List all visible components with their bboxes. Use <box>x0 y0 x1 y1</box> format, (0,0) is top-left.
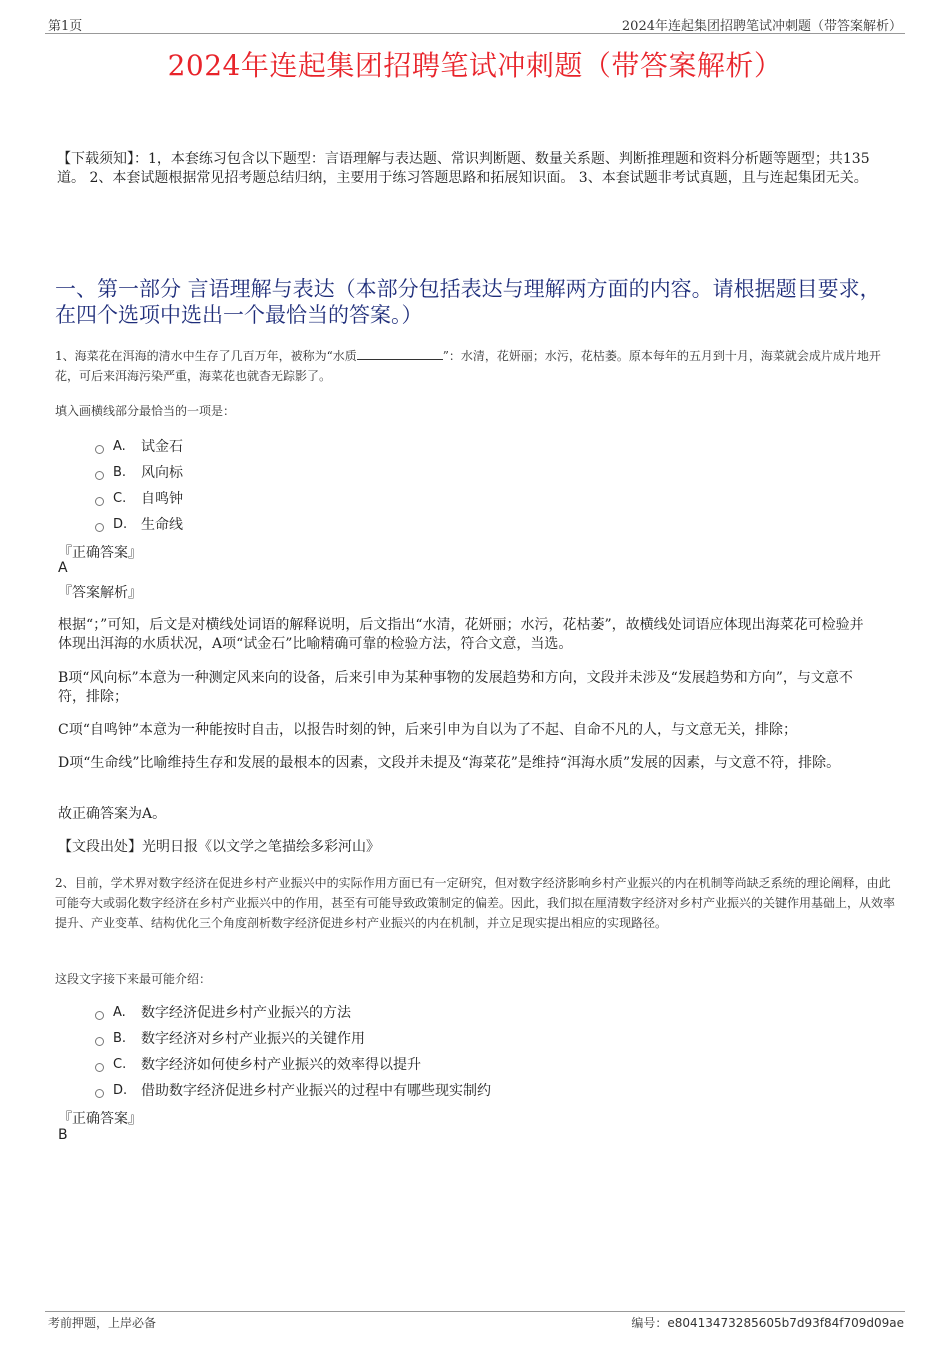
footer-slogan: 考前押题，上岸必备 <box>48 1316 157 1330</box>
option-d[interactable] <box>95 1077 491 1103</box>
question-2-prompt: 这段文字接下来最可能介绍： <box>55 972 212 986</box>
correct-answer-value: B <box>58 1127 68 1143</box>
footer-code <box>631 1314 904 1331</box>
header-doc-title: 2024年连起集团招聘笔试冲刺题（带答案解析） <box>621 19 902 34</box>
radio-icon[interactable] <box>95 445 104 454</box>
correct-answer-label: 『正确答案』 <box>58 1111 142 1127</box>
question-1-options <box>95 433 183 537</box>
option-text: 数字经济如何使乡村产业振兴的效率得以提升 <box>141 1057 421 1073</box>
radio-icon[interactable] <box>95 1063 104 1072</box>
option-b[interactable] <box>95 459 183 485</box>
analysis-paragraph: C项“自鸣钟”本意为一种能按时自击，以报告时刻的钟，后来引申为自以为了不起、自命不凡的人，与文意无关，排除； <box>58 722 798 738</box>
correct-answer-label: 『正确答案』 <box>58 545 142 561</box>
question-1-text <box>55 346 895 386</box>
analysis-conclusion: 故正确答案为A。 <box>58 806 167 822</box>
analysis-paragraph: B项“风向标”本意为一种测定风来向的设备，后来引申为某种事物的发展趋势和方向，文段并未涉及“发展趋势和方向”，与文意不符，排除； <box>58 670 853 705</box>
analysis-paragraph: D项“生命线”比喻维持生存和发展的最根本的因素，文段并未提及“海菜花”是维持“洱海水质”发展的因素，与文意不符，排除。 <box>58 755 841 771</box>
option-letter: B. <box>113 1030 127 1046</box>
question-2-text: 2、目前，学术界对数字经济在促进乡村产业振兴中的实际作用方面已有一定研究，但对数字经济影响乡村产业振兴的内在机制等尚缺乏系统的理论阐释，由此可能夸大或弱化数字经济在乡村产业振兴中的作用，甚至有可能导致政策制定的偏差。因此，我们拟在厘清数字经济对乡村产业振兴的关键作用基础上，从效率提升、产业变革、结构优化三个角度剖析数字经济促进乡村产业振兴的内在机制，并立足现实提出相应的实现路径。 <box>55 876 896 930</box>
option-text: 试金石 <box>141 439 183 455</box>
option-letter: C. <box>113 1056 127 1072</box>
correct-answer-value: A <box>58 560 68 576</box>
radio-icon[interactable] <box>95 1089 104 1098</box>
question-2-options <box>95 999 491 1103</box>
option-letter: A. <box>113 438 126 454</box>
radio-icon[interactable] <box>95 1011 104 1020</box>
option-a[interactable] <box>95 999 491 1025</box>
option-c[interactable] <box>95 485 183 511</box>
option-text: 风向标 <box>141 465 183 481</box>
page-title: 2024年连起集团招聘笔试冲刺题（带答案解析） <box>167 49 783 82</box>
option-d[interactable] <box>95 511 183 537</box>
radio-icon[interactable] <box>95 471 104 480</box>
question-1-prompt: 填入画横线部分最恰当的一项是： <box>55 404 236 418</box>
option-text: 生命线 <box>141 517 183 533</box>
option-letter: D. <box>113 1082 128 1098</box>
radio-icon[interactable] <box>95 1037 104 1046</box>
radio-icon[interactable] <box>95 523 104 532</box>
question-1-text-part-a: 1、海菜花在洱海的清水中生存了几百万年，被称为“水质 <box>55 349 357 363</box>
option-b[interactable] <box>95 1025 491 1051</box>
option-text: 数字经济促进乡村产业振兴的方法 <box>141 1005 351 1021</box>
option-text: 数字经济对乡村产业振兴的关键作用 <box>141 1031 365 1047</box>
source-citation: 【文段出处】光明日报《以文学之笔描绘多彩河山》 <box>58 839 380 855</box>
question-1-text-part-b: ”：水清，花妍丽；水污，花枯萎。原本每年的五月到十月，海菜就会成片成片地开花，可后来洱海污染严重，海菜花也就杳无踪影了。 <box>55 349 881 383</box>
option-a[interactable] <box>95 433 183 459</box>
option-letter: D. <box>113 516 128 532</box>
footer-divider <box>45 1311 905 1312</box>
analysis-paragraph: 根据“；”可知，后文是对横线处词语的解释说明，后文指出“水清，花妍丽；水污，花枯萎”，故横线处词语应体现出海菜花可检验并体现出洱海的水质状况，A项“试金石”比喻精确可靠的检验方法，符合文意，当选。 <box>58 617 864 652</box>
radio-icon[interactable] <box>95 497 104 506</box>
download-notice: 【下载须知】：1，本套练习包含以下题型：言语理解与表达题、常识判断题、数量关系题、判断推理题和资料分析题等题型；共135道。 2、本套试题根据常见招考题总结归纳，主要用于练习答题思路和拓展知识面。 3、本套试题非考试真题，且与连起集团无关。 <box>57 151 870 186</box>
section-heading: 一、第一部分 言语理解与表达（本部分包括表达与理解两方面的内容。请根据题目要求，在四个选项中选出一个最恰当的答案。） <box>55 277 881 327</box>
footer-code-value: e80413473285605b7d93f84f709d09ae <box>667 1316 904 1330</box>
option-letter: C. <box>113 490 127 506</box>
page-number: 第1页 <box>48 19 83 34</box>
answer-blank <box>357 347 443 360</box>
footer-code-label: 编号： <box>631 1316 668 1330</box>
analysis-label: 『答案解析』 <box>58 585 142 601</box>
header-divider <box>45 33 905 34</box>
option-text: 借助数字经济促进乡村产业振兴的过程中有哪些现实制约 <box>141 1083 491 1099</box>
option-letter: A. <box>113 1004 126 1020</box>
option-letter: B. <box>113 464 127 480</box>
option-text: 自鸣钟 <box>141 491 183 507</box>
option-c[interactable] <box>95 1051 491 1077</box>
